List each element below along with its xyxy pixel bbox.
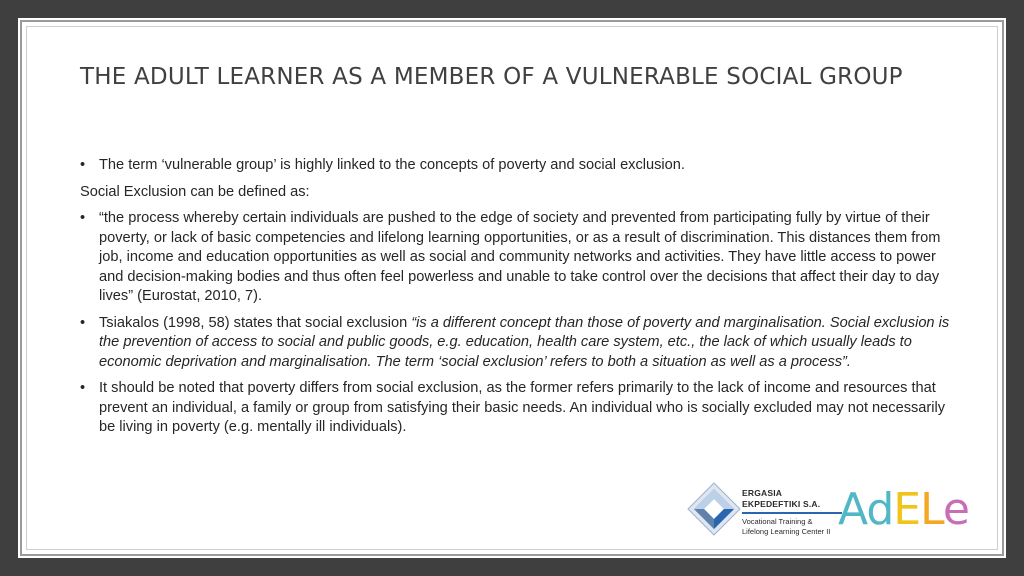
- bullet-text: “the process whereby certain individuals are pushed to the edge of society and prevented from participating fully by virtue of their poverty, or lack of basic competencies and lifelong learning opportunities, or as a result of discrimination. This distances them from job, income and education opportunities as well as social and community networks and activities. They have little access to power and decision-making bodies and thus often feel powerless and unable to take control over the decisions that affect their day to day lives” (Eurostat, 2010, 7).: [99, 210, 941, 304]
- adele-letter: d: [866, 484, 894, 535]
- adele-logo: [838, 482, 969, 538]
- bullet-quote: “is a different concept than those of poverty and marginalisation. Social exclusion is the prevention of access to social and public goods, e.g. education, health care system, etc., the lack of which usually leads to economic deprivation and marginalisation. The term ‘social exclusion’ refers to both a situation as well as a process”.: [99, 314, 950, 370]
- ergasia-subtitle: Vocational Training & Lifelong Learning Center II: [742, 517, 831, 536]
- ergasia-cube-icon: [686, 481, 742, 537]
- paragraph: Social Exclusion can be defined as:: [80, 183, 310, 200]
- bullet-text: Tsiakalos (1998, 58) states that social exclusion: [99, 314, 412, 331]
- bullet-dot: •: [80, 380, 86, 396]
- ergasia-name: ERGASIA EKPEDEFTIKI S.A.: [742, 488, 821, 509]
- ergasia-logo: [686, 479, 844, 543]
- adele-letter: E: [893, 484, 921, 535]
- slide-body: [80, 156, 950, 445]
- bullet-dot: •: [80, 157, 86, 173]
- bullet-item: [80, 209, 950, 307]
- bullet-dot: •: [80, 314, 86, 331]
- bullet-dot: •: [80, 210, 86, 226]
- bullet-text: It should be noted that poverty differs from social exclusion, as the former refers primarily to the lack of income and resources that prevent an individual, a family or group from satisfying their basic needs. An individual who is socially excluded may not necessarily be living in poverty (e.g. mentally ill individuals).: [99, 380, 946, 435]
- bullet-text: The term ‘vulnerable group’ is highly linked to the concepts of poverty and social exclusion.: [99, 157, 685, 173]
- adele-letter: e: [942, 484, 969, 535]
- adele-letter: L: [920, 484, 943, 535]
- slide: [20, 20, 1004, 556]
- ergasia-rule: [742, 512, 842, 514]
- bullet-item: [80, 156, 950, 176]
- slide-title: THE ADULT LEARNER AS A MEMBER OF A VULNERABLE SOCIAL GROUP: [80, 64, 903, 90]
- bullet-item: [80, 314, 950, 373]
- bullet-item: [80, 379, 950, 438]
- adele-letter: A: [838, 484, 867, 535]
